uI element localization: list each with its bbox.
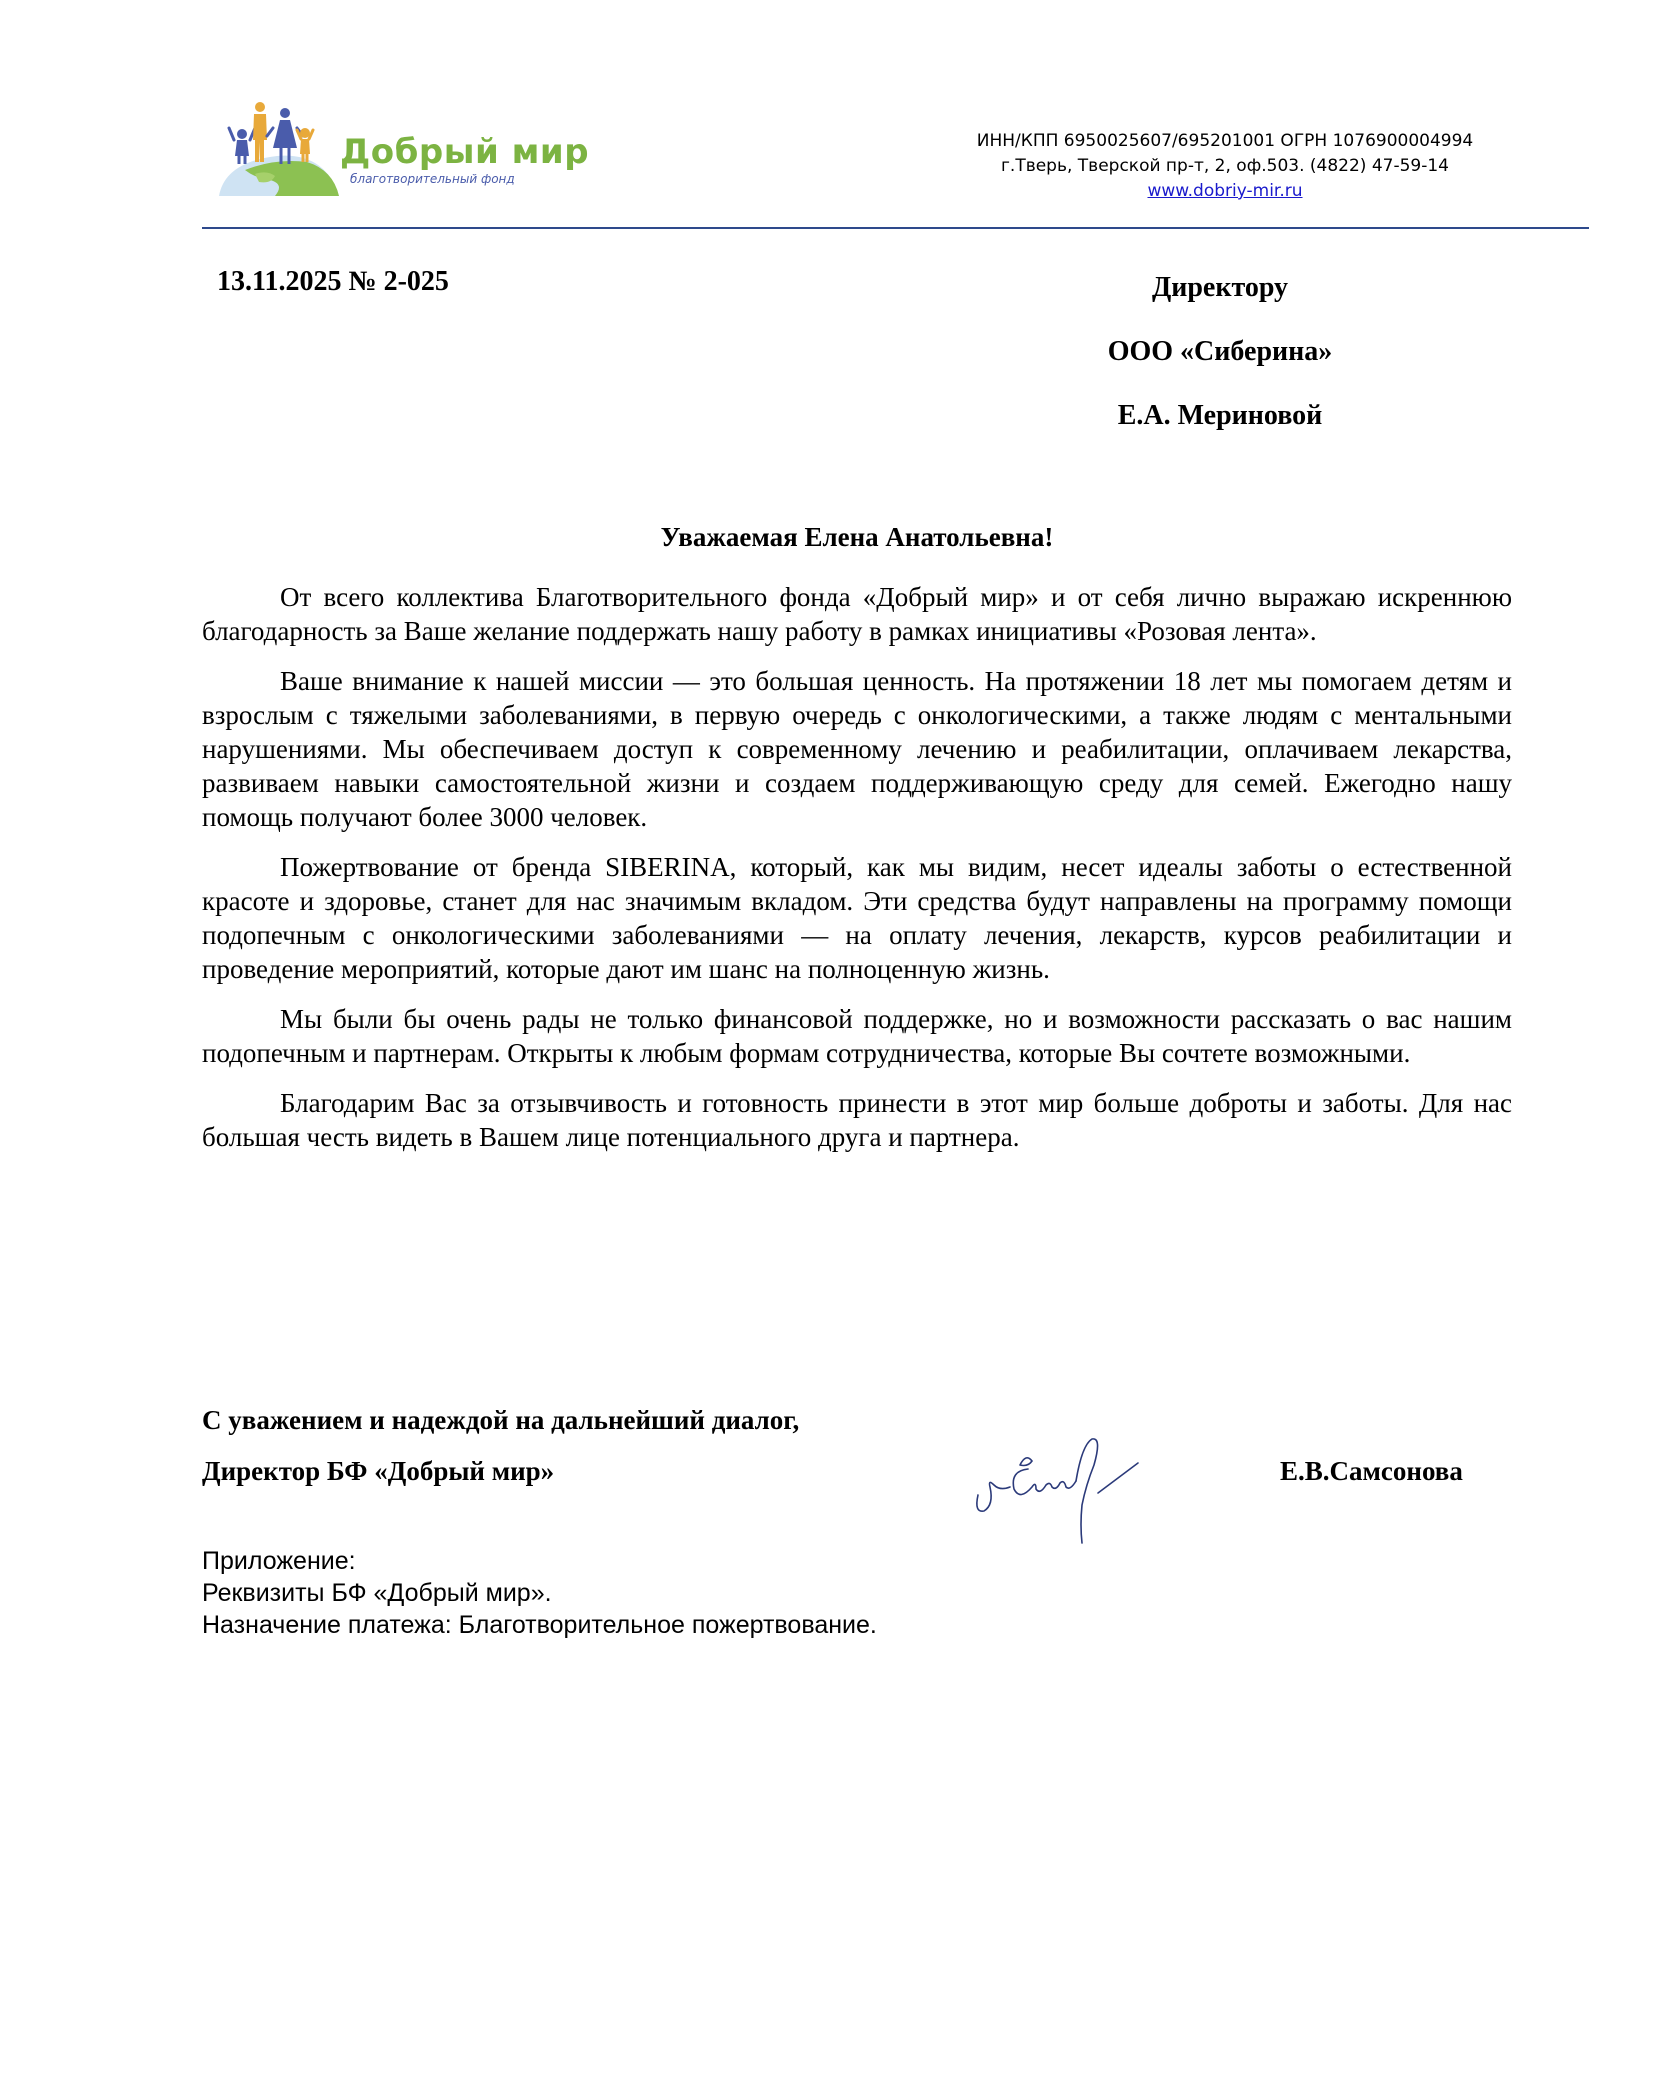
paragraph: Пожертвование от бренда SIBERINA, который, как мы видим, несет идеалы заботы о естественной красоте и здоровье, станет для нас значимым вкладом. Эти средства будут направлены на программу помощи подопечным с онкологическими заболеваниями — на оплату лечения, лекарств, курсов реабилитации и проведение мероприятий, которые дают им шанс на полноценную жизнь. [202, 852, 1512, 984]
attachment-item: Назначение платежа: Благотворительное пожертвование. [202, 1611, 877, 1639]
paragraph: Мы были бы очень рады не только финансовой поддержке, но и возможности рассказать о вас нашим подопечным и партнерам. Открыты к любым формам сотрудничества, которые Вы сочтете возможными. [202, 1004, 1512, 1068]
paragraph: Благодарим Вас за отзывчивость и готовность принести в этот мир больше доброты и заботы. Для нас большая честь видеть в Вашем лице потенциального друга и партнера. [202, 1088, 1512, 1152]
letter-body [202, 580, 1512, 1170]
organization-requisites [900, 129, 1550, 204]
letter-date-number: 13.11.2025 № 2-025 [217, 266, 449, 297]
attachment-block [202, 1545, 877, 1641]
recipient-position: Директору [1151, 272, 1289, 303]
paragraph: Ваше внимание к нашей миссии — это большая ценность. На протяжении 18 лет мы помогаем детям и взрослым с тяжелыми заболеваниями, в первую очередь с онкологическими, а также людям с ментальными нарушениями. Мы обеспечиваем доступ к современному лечению и реабилитации, оплачиваем лекарства, развиваем навыки самостоятельной жизни и создаем поддерживающую среду для семей. Ежегодно нашу помощь получают более 3000 человек. [202, 666, 1512, 832]
recipient-name: Е.А. Мериновой [1117, 400, 1323, 431]
address-phone: г.Тверь, Тверской пр-т, 2, оф.503. (4822) 47-59-14 [1000, 156, 1449, 176]
logo-subtitle: благотворительный фонд [350, 172, 515, 186]
closing-phrase: С уважением и надеждой на дальнейший диалог, [202, 1405, 800, 1435]
paragraph: От всего коллектива Благотворительного фонда «Добрый мир» и от себя лично выражаю искреннюю благодарность за Ваше желание поддержать нашу работу в рамках инициативы «Розовая лента». [202, 582, 1512, 646]
logo-title: Добрый мир [340, 132, 590, 172]
attachment-title: Приложение: [202, 1547, 356, 1575]
salutation: Уважаемая Елена Анатольевна! [660, 522, 1054, 552]
signer-position: Директор БФ «Добрый мир» [202, 1456, 555, 1486]
signature-icon [970, 1425, 1190, 1545]
header-divider [202, 227, 1589, 229]
recipient-block [1000, 268, 1440, 460]
website-link[interactable]: www.dobriy-mir.ru [1147, 181, 1303, 201]
attachment-item: Реквизиты БФ «Добрый мир». [202, 1579, 552, 1607]
signer-name: Е.В.Самсонова [1280, 1456, 1463, 1486]
recipient-company: ООО «Сиберина» [1107, 336, 1333, 367]
tax-ids: ИНН/КПП 6950025607/695201001 ОГРН 1076900004994 [976, 131, 1474, 151]
